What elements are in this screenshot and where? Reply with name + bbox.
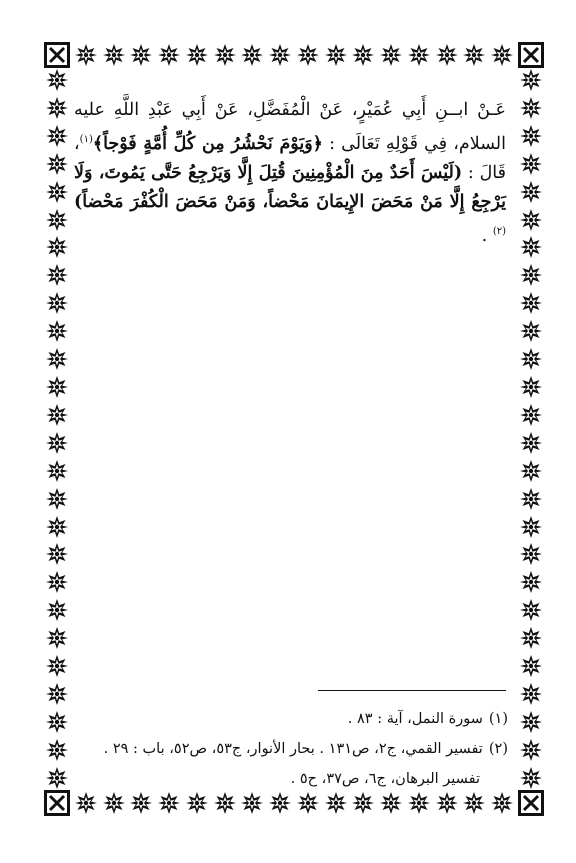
eight-point-star-icon: [45, 570, 69, 594]
eight-point-star-icon: [45, 263, 69, 287]
eight-point-star-icon: [519, 515, 543, 539]
eight-point-star-icon: [519, 598, 543, 622]
eight-point-star-icon: [435, 791, 459, 815]
eight-point-star-icon: [519, 152, 543, 176]
eight-point-star-icon: [45, 542, 69, 566]
eight-point-star-icon: [519, 291, 543, 315]
eight-point-star-icon: [379, 791, 403, 815]
eight-point-star-icon: [45, 124, 69, 148]
eight-point-star-icon: [519, 96, 543, 120]
eight-point-star-icon: [519, 570, 543, 594]
eight-point-star-icon: [102, 791, 126, 815]
eight-point-star-icon: [324, 43, 348, 67]
eight-point-star-icon: [519, 347, 543, 371]
eight-point-star-icon: [268, 791, 292, 815]
eight-point-star-icon: [213, 791, 237, 815]
eight-point-star-icon: [351, 43, 375, 67]
eight-point-star-icon: [519, 710, 543, 734]
eight-point-star-icon: [45, 96, 69, 120]
eight-point-star-icon: [102, 43, 126, 67]
eight-point-star-icon: [519, 68, 543, 92]
footnotes: [74, 704, 508, 794]
eight-point-star-icon: [213, 43, 237, 67]
eight-point-star-icon: [240, 791, 264, 815]
eight-point-star-icon: [462, 43, 486, 67]
eight-point-star-icon: [74, 43, 98, 67]
eight-point-star-icon: [519, 626, 543, 650]
footnote-number: (١): [488, 711, 508, 727]
hadith-paragraph: [74, 96, 506, 251]
eight-point-star-icon: [45, 710, 69, 734]
eight-point-star-icon: [185, 791, 209, 815]
eight-point-star-icon: [45, 291, 69, 315]
eight-point-star-icon: [519, 263, 543, 287]
eight-point-star-icon: [519, 459, 543, 483]
corner-x-icon: [518, 790, 544, 816]
eight-point-star-icon: [379, 43, 403, 67]
footnote-2: [74, 734, 508, 764]
eight-point-star-icon: [519, 375, 543, 399]
hadith-quote: (لَيْسَ أَحَدٌ مِنَ الْمُؤْمِنِينَ قُتِلَ إِلَّا وَيَرْجِعُ حَتَّى يَمُوتَ، وَلَا يَرْجِعُ إِلَّا مَنْ مَحَضَ الإِيمَانَ مَحْضاً، وَمَنْ مَحَضَ الْكُفْرَ مَحْضاً): [74, 162, 506, 212]
narration-chain: عَـنْ ابــنِ أَبِي عُمَيْرٍ، عَنْ الْمُفَضَّلِ، عَنْ أَبِي عَبْدِ اللَّهِ عليه السلام، فِي قَوْلِهِ تَعَالَى :: [74, 100, 507, 154]
eight-point-star-icon: [407, 791, 431, 815]
eight-point-star-icon: [45, 208, 69, 232]
eight-point-star-icon: [45, 180, 69, 204]
eight-point-star-icon: [268, 43, 292, 67]
eight-point-star-icon: [351, 791, 375, 815]
eight-point-star-icon: [45, 431, 69, 455]
corner-x-icon: [518, 42, 544, 68]
eight-point-star-icon: [45, 766, 69, 790]
eight-point-star-icon: [45, 68, 69, 92]
eight-point-star-icon: [45, 654, 69, 678]
paragraph-end: .: [481, 225, 493, 246]
footnote-divider: [318, 690, 506, 691]
eight-point-star-icon: [157, 791, 181, 815]
eight-point-star-icon: [45, 598, 69, 622]
eight-point-star-icon: [407, 43, 431, 67]
border-right: [518, 68, 544, 790]
eight-point-star-icon: [45, 738, 69, 762]
eight-point-star-icon: [519, 542, 543, 566]
border-left: [44, 68, 70, 790]
eight-point-star-icon: [519, 431, 543, 455]
eight-point-star-icon: [129, 791, 153, 815]
border-top: [44, 42, 544, 68]
eight-point-star-icon: [519, 319, 543, 343]
eight-point-star-icon: [324, 791, 348, 815]
eight-point-star-icon: [45, 152, 69, 176]
footnote-2-continuation: تفسير البرهان، ج٦، ص٣٧، ح٥ .: [290, 771, 480, 787]
eight-point-star-icon: [45, 459, 69, 483]
eight-point-star-icon: [296, 43, 320, 67]
eight-point-star-icon: [45, 403, 69, 427]
eight-point-star-icon: [490, 43, 514, 67]
eight-point-star-icon: [45, 515, 69, 539]
eight-point-star-icon: [129, 43, 153, 67]
eight-point-star-icon: [185, 43, 209, 67]
eight-point-star-icon: [519, 180, 543, 204]
corner-x-icon: [44, 790, 70, 816]
footnote-number: (٢): [488, 741, 508, 757]
footnote-text: سورة النمل، آية : ٨٣ .: [347, 711, 483, 727]
eight-point-star-icon: [45, 235, 69, 259]
eight-point-star-icon: [296, 791, 320, 815]
eight-point-star-icon: [157, 43, 181, 67]
footnote-text: تفسير القمي، ج٢، ص١٣١ . بحار الأنوار، ج٥٣، ص٥٢، باب : ٢٩ .: [103, 741, 483, 757]
footnote-1: [74, 704, 508, 734]
eight-point-star-icon: [435, 43, 459, 67]
eight-point-star-icon: [519, 487, 543, 511]
quran-verse: ﴿وَيَوْمَ نَحْشُرُ مِن كُلِّ أُمَّةٍ فَوْجاً﴾: [92, 133, 323, 154]
corner-x-icon: [44, 42, 70, 68]
eight-point-star-icon: [45, 375, 69, 399]
said-connector: ، قَالَ :: [74, 133, 506, 183]
eight-point-star-icon: [519, 124, 543, 148]
eight-point-star-icon: [45, 347, 69, 371]
eight-point-star-icon: [519, 766, 543, 790]
footnote-ref-2: (٢): [492, 225, 506, 237]
eight-point-star-icon: [45, 682, 69, 706]
eight-point-star-icon: [519, 208, 543, 232]
eight-point-star-icon: [519, 682, 543, 706]
eight-point-star-icon: [240, 43, 264, 67]
eight-point-star-icon: [519, 235, 543, 259]
footnote-ref-1: (١): [79, 134, 93, 145]
eight-point-star-icon: [45, 319, 69, 343]
eight-point-star-icon: [45, 487, 69, 511]
main-text: [74, 96, 506, 251]
eight-point-star-icon: [74, 791, 98, 815]
eight-point-star-icon: [519, 738, 543, 762]
eight-point-star-icon: [462, 791, 486, 815]
eight-point-star-icon: [45, 626, 69, 650]
eight-point-star-icon: [519, 403, 543, 427]
eight-point-star-icon: [490, 791, 514, 815]
eight-point-star-icon: [519, 654, 543, 678]
